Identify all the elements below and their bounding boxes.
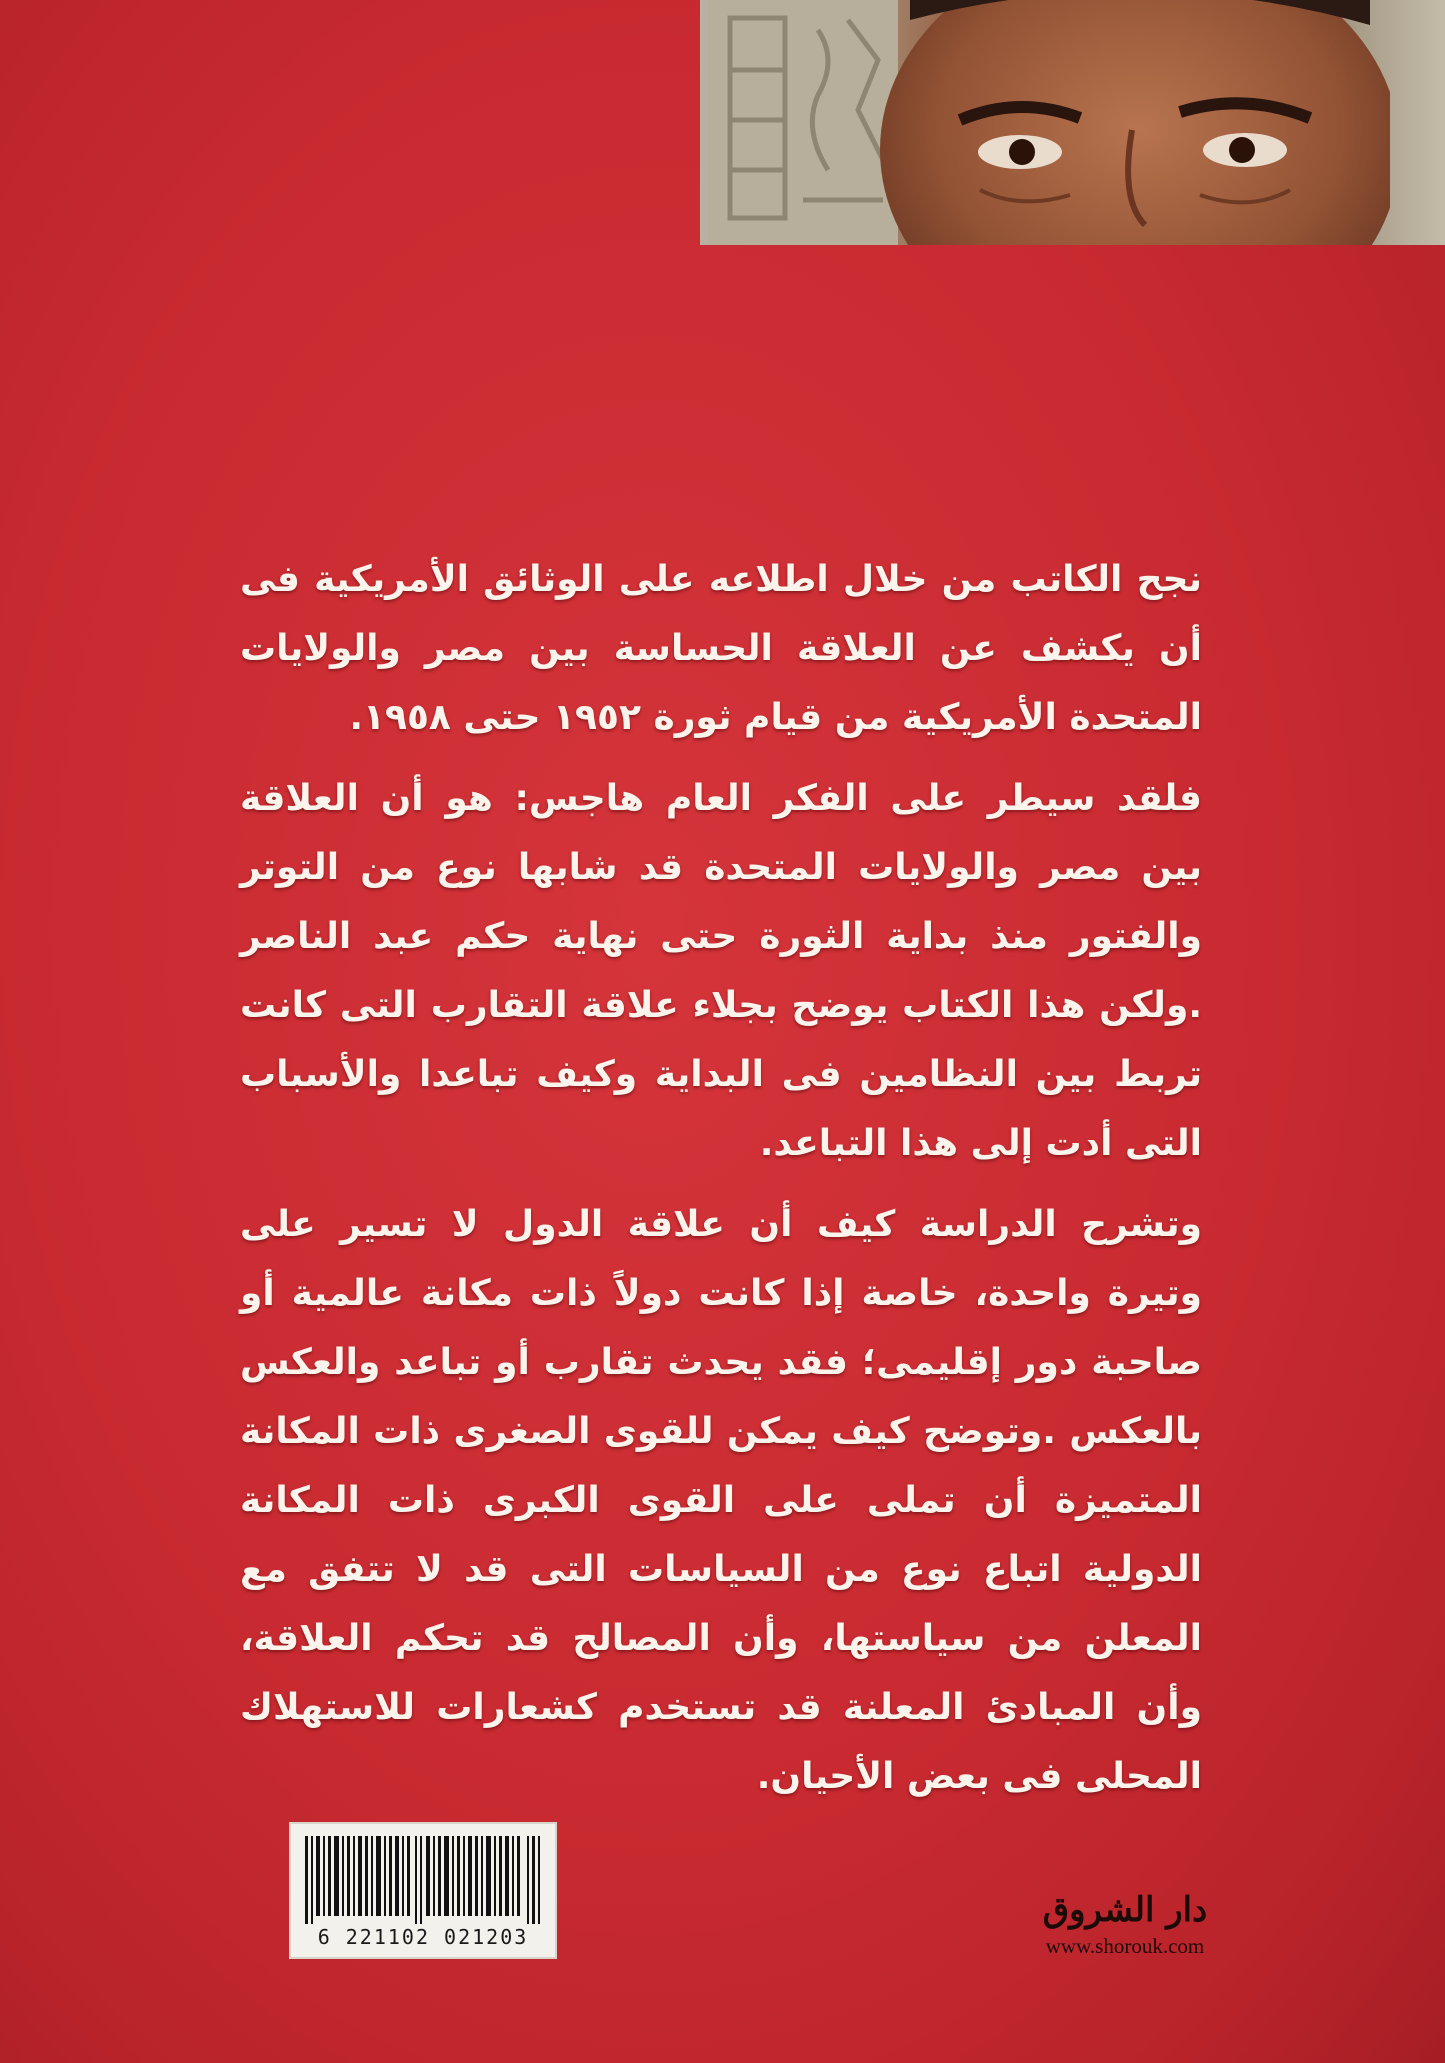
barcode-bars-icon [305, 1836, 541, 1924]
face-icon [870, 0, 1390, 245]
portrait-photo [700, 0, 1445, 245]
blurb-paragraph: فلقد سيطر على الفكر العام هاجس: هو أن العلاقة بين مصر والولايات المتحدة قد شابها نوع من التوتر والفتور منذ بداية الثورة حتى نهاية حكم عبد الناصر .ولكن هذا الكتاب يوضح بجلاء علاقة التقارب التى كانت تربط بين النظامين فى البداية وكيف تباعدا والأسباب التى أدت إلى هذا التباعد. [240, 778, 1202, 1164]
blurb-text [240, 545, 1202, 1823]
publisher-name: دار الشروق [1042, 1890, 1208, 1930]
blurb-paragraph: نجح الكاتب من خلال اطلاعه على الوثائق الأمريكية فى أن يكشف عن العلاقة الحساسة بين مصر والولايات المتحدة الأمريكية من قيام ثورة ١٩٥٢ حتى ١٩٥٨. [240, 559, 1202, 738]
barcode [289, 1822, 557, 1959]
publisher-logo [1000, 1890, 1250, 1959]
barcode-digits: 6 221102 021203 [317, 1925, 529, 1949]
blurb-paragraph: وتشرح الدراسة كيف أن علاقة الدول لا تسير على وتيرة واحدة، خاصة إذا كانت دولاً ذات مكانة عالمية أو صاحبة دور إقليمى؛ فقد يحدث تقارب أو تباعد والعكس بالعكس .وتوضح كيف يمكن للقوى الصغرى ذات المكانة المتميزة أن تملى على القوى الكبرى ذات المكانة الدولية اتباع نوع من السياسات التى قد لا تتفق مع المعلن من سياستها، وأن المصالح قد تحكم العلاقة، وأن المبادئ المعلنة قد تستخدم كشعارات للاستهلاك المحلى فى بعض الأحيان. [240, 1204, 1202, 1797]
publisher-url[interactable]: www.shorouk.com [1045, 1934, 1205, 1958]
